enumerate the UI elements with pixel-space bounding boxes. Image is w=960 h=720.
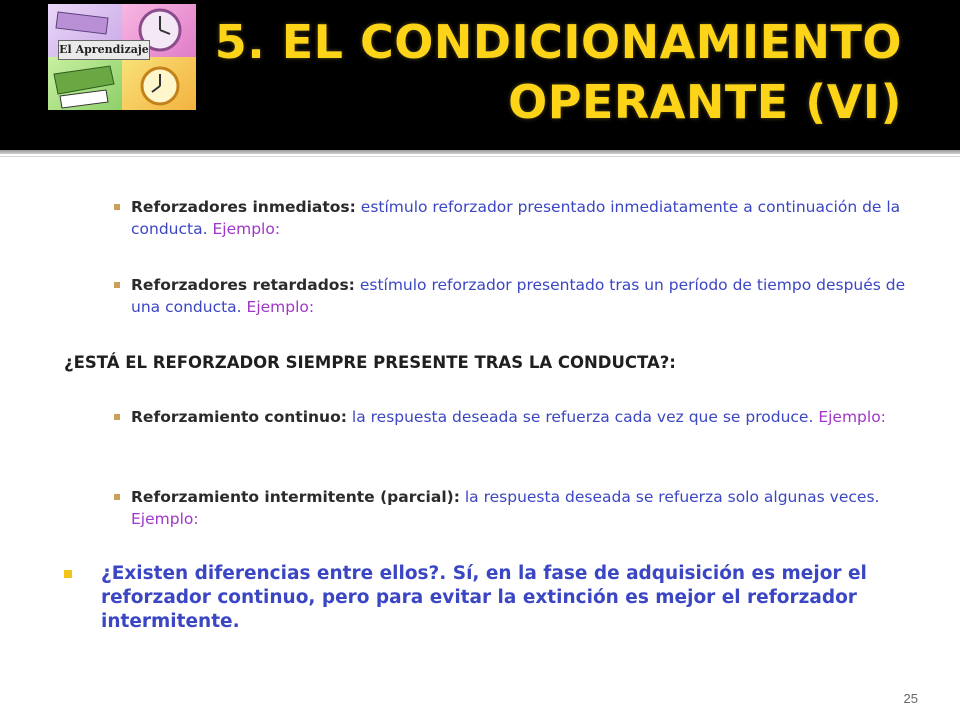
item-label: Reforzadores inmediatos: bbox=[131, 198, 356, 216]
square-bullet-icon bbox=[114, 204, 120, 210]
square-bullet-icon bbox=[114, 494, 120, 500]
item-example: Ejemplo: bbox=[212, 220, 281, 238]
item-example: Ejemplo: bbox=[246, 298, 315, 316]
list-item bbox=[114, 274, 914, 318]
section-question: ¿ESTÁ EL REFORZADOR SIEMPRE PRESENTE TRAS LA CONDUCTA?: bbox=[64, 353, 676, 372]
item-label: Reforzadores retardados: bbox=[131, 276, 355, 294]
list-item bbox=[114, 196, 914, 240]
page-number: 25 bbox=[903, 691, 918, 706]
item-label: Reforzamiento continuo: bbox=[131, 408, 347, 426]
item-description: la respuesta deseada se refuerza solo algunas veces. bbox=[464, 488, 880, 506]
item-label: Reforzamiento intermitente (parcial): bbox=[131, 488, 460, 506]
logo-label: El Aprendizaje bbox=[58, 40, 150, 60]
item-example: Ejemplo: bbox=[131, 510, 199, 528]
item-example: Ejemplo: bbox=[818, 408, 886, 426]
title-line-2: OPERANTE (VI) bbox=[508, 75, 902, 129]
square-bullet-icon bbox=[64, 570, 72, 578]
main-point bbox=[64, 562, 884, 634]
main-point-text: ¿Existen diferencias entre ellos?. Sí, en la fase de adquisición es mejor el reforzador continuo, pero para evitar la extinción es mejor el reforzador intermitente. bbox=[101, 563, 867, 632]
item-description: estímulo reforzador presentado inmediatamente a continuación de la conducta. bbox=[131, 198, 901, 238]
list-item bbox=[114, 486, 914, 530]
item-description: la respuesta deseada se refuerza cada vez que se produce. bbox=[351, 408, 814, 426]
square-bullet-icon bbox=[114, 414, 120, 420]
title-line-1: 5. EL CONDICIONAMIENTO bbox=[214, 15, 902, 69]
list-item bbox=[114, 406, 914, 428]
square-bullet-icon bbox=[114, 282, 120, 288]
item-description: estímulo reforzador presentado tras un período de tiempo después de una conducta. bbox=[131, 276, 906, 316]
